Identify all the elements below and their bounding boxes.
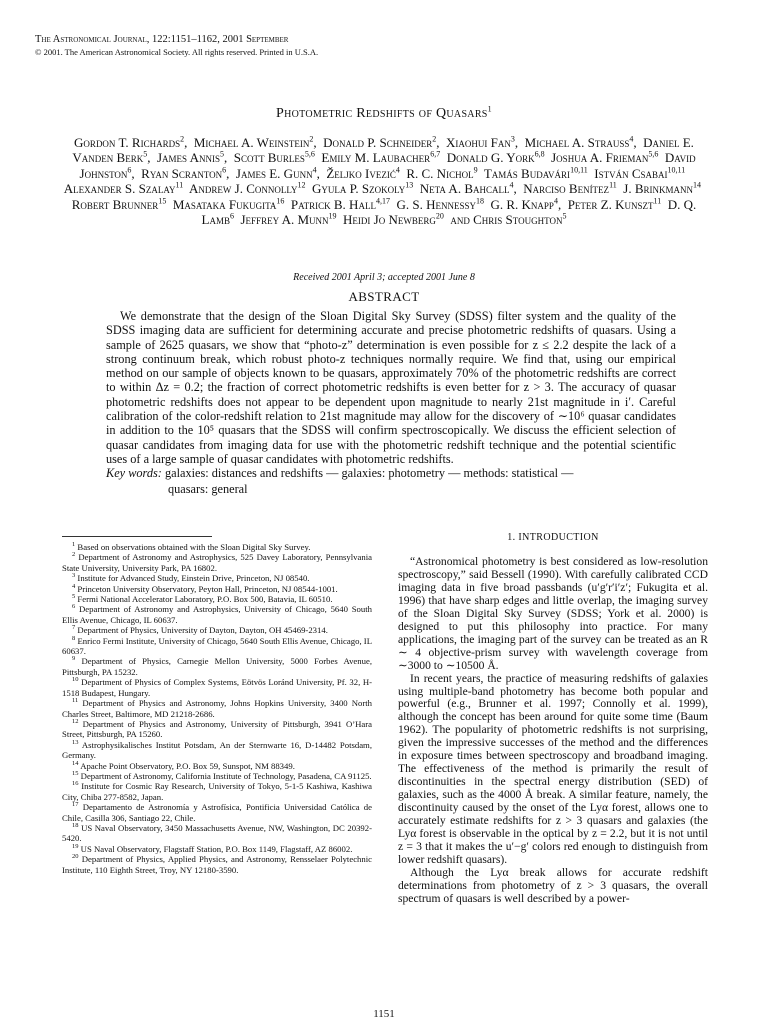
keywords-line-1: galaxies: distances and redshifts — galaxies: photometry — methods: statistical —	[164, 466, 574, 480]
author-name: Emily M. Laubacher	[321, 150, 431, 166]
footnote	[62, 740, 372, 761]
footnote-text: Department of Astronomy, California Institute of Technology, Pasadena, CA 91125.	[80, 770, 372, 781]
footnote	[62, 677, 372, 698]
footnote	[62, 656, 372, 677]
introduction-paragraph: Although the Lyα break allows for accurate redshift determinations from photometry of z > 3 quasars, the overall spectrum of quasars is well described by a power-	[398, 865, 708, 905]
author-name: Joshua A. Frieman	[551, 150, 649, 166]
author	[343, 212, 447, 227]
footnote-number: 4	[72, 582, 76, 590]
author-affiliation-mark: 5,6	[304, 150, 315, 160]
author-separator	[413, 181, 416, 196]
author-affiliation-mark: 4	[395, 165, 400, 175]
author-separator: ,	[147, 150, 154, 166]
author-affiliation-mark: 5	[219, 150, 224, 160]
author-name: Željko Ivezić	[326, 165, 396, 181]
footnote-number: 13	[72, 738, 79, 746]
author-name: David Johnston	[79, 150, 696, 181]
footnote-text: Institute for Cosmic Ray Research, University of Tokyo, 5-1-5 Kashiwa, Kashiwa City, Chiba 277-8582, Japan.	[62, 781, 373, 802]
author-name: Narciso Benítez	[523, 181, 610, 197]
author-name: Heidi Jo Newberg	[343, 212, 436, 228]
footnote	[62, 802, 372, 823]
footnote-text: US Naval Observatory, Flagstaff Station, P.O. Box 1149, Flagstaff, AZ 86002.	[80, 843, 353, 854]
author	[446, 135, 521, 150]
footnote	[62, 781, 372, 802]
author	[396, 197, 487, 212]
footnote	[62, 844, 372, 854]
page-number: 1151	[373, 1008, 395, 1020]
author-affiliation-mark: 5	[143, 150, 148, 160]
author-separator	[701, 181, 704, 196]
footnote	[62, 761, 372, 771]
author	[323, 135, 443, 150]
author-name: Robert Brunner	[71, 196, 159, 212]
author-separator	[685, 166, 688, 181]
author-separator	[390, 197, 393, 212]
author-separator: ,	[514, 135, 522, 150]
footnote	[62, 584, 372, 594]
author-separator	[444, 212, 447, 227]
footnote-number: 16	[72, 780, 79, 788]
footnote-text: Apache Point Observatory, P.O. Box 59, Sunspot, NM 88349.	[80, 760, 295, 771]
author	[241, 212, 340, 227]
journal-header	[35, 34, 555, 58]
footnote-number: 1	[72, 541, 76, 549]
title-footnote-mark: 1	[487, 104, 492, 114]
author-name: Gyula P. Szokoly	[311, 181, 406, 197]
author-affiliation-mark: 5,6	[648, 150, 659, 160]
author-separator	[658, 150, 661, 165]
author-name: D. Q. Lamb	[201, 196, 697, 228]
author-affiliation-mark: 2	[309, 134, 314, 144]
author-affiliation-mark: 4	[553, 196, 558, 206]
author-affiliation-mark: 4	[312, 165, 317, 175]
received-dates: Received 2001 April 3; accepted 2001 June 8	[293, 272, 475, 283]
footnote-text: Astrophysikalisches Institut Potsdam, An der Sternwarte 16, D-14482 Potsdam, Germany.	[62, 739, 372, 761]
author-separator: ,	[184, 135, 191, 150]
footnote-number: 9	[72, 655, 76, 663]
author-affiliation-mark: 3	[510, 134, 515, 144]
author-affiliation-mark: 14	[693, 180, 701, 190]
author-separator	[617, 181, 620, 196]
author-separator	[661, 197, 664, 212]
footnote-number: 3	[72, 572, 76, 580]
author-separator: ,	[226, 165, 233, 181]
author-name: Ryan Scranton	[141, 165, 223, 181]
author-name: Alexander S. Szalay	[63, 181, 176, 197]
footnote-text: Department of Physics and Astronomy, University of Pittsburgh, 3941 O’Hara Street, Pittsburgh, PA 15260.	[62, 718, 372, 740]
author	[74, 135, 191, 150]
footnote-text: Department of Physics, Applied Physics, and Astronomy, Rensselaer Polytechnic Institute, 110 Eighth Street, Troy, NY 12180-3590.	[62, 854, 373, 875]
footnote-number: 6	[72, 603, 76, 611]
footnote-number: 2	[72, 551, 76, 559]
footnote	[62, 594, 372, 604]
author	[234, 150, 318, 165]
author-separator: ,	[513, 181, 520, 197]
author-affiliation-mark: 19	[328, 211, 337, 221]
paper-title-text: Photometric Redshifts of Quasars	[276, 106, 488, 121]
footnote-text: Princeton University Observatory, Peyton Hall, Princeton, NJ 08544-1001.	[77, 583, 338, 594]
author-separator	[440, 150, 443, 165]
footnote-rule	[62, 536, 212, 537]
author-separator: ,	[557, 196, 565, 212]
author-affiliation-mark: 5	[562, 211, 567, 221]
author-separator: ,	[316, 165, 324, 181]
footnote-number: 10	[72, 676, 79, 684]
author-affiliation-mark: 10,11	[570, 165, 588, 175]
author-name: Masataka Fukugita	[172, 196, 277, 212]
author-affiliation-mark: 6,7	[430, 150, 441, 160]
author-separator	[183, 181, 186, 196]
author-name: and Chris Stoughton	[450, 212, 563, 228]
author	[525, 135, 640, 150]
author	[568, 197, 665, 212]
author-name: Neta A. Bahcall	[419, 181, 510, 197]
footnote-text: Departamento de Astronomía y Astrofísica, Pontificia Universidad Católica de Chile, Casilla 306, Santiago 22, Chile.	[62, 802, 372, 823]
author-name: Xiaohui Fan	[446, 135, 511, 150]
author-name: Michael A. Strauss	[524, 135, 630, 150]
footnote-text: Department of Physics, University of Dayton, Dayton, OH 45469-2314.	[77, 625, 328, 636]
footnote	[62, 625, 372, 635]
footnote-text: Department of Physics of Complex Systems, Eötvös Loránd University, Pf. 32, H-1518 Budapest, Hungary.	[62, 677, 372, 698]
footnote-text: Department of Physics, Carnegie Mellon University, 5000 Forbes Avenue, Pittsburgh, PA 15232.	[62, 656, 372, 677]
author	[484, 166, 591, 181]
footnote	[62, 636, 372, 657]
author-name: J. Brinkmann	[623, 181, 693, 197]
author-affiliation-mark: 12	[297, 180, 306, 190]
author-name: Daniel E. Vanden Berk	[72, 135, 694, 166]
author-separator	[337, 212, 340, 227]
copyright-line: © 2001. The American Astronomical Society. All rights reserved. Printed in U.S.A.	[35, 47, 319, 57]
footnote-text: Based on observations obtained with the Sloan Digital Sky Survey.	[77, 542, 311, 552]
keywords-line-2: quasars: general	[168, 481, 248, 496]
author	[551, 150, 661, 165]
author-affiliation-mark: 18	[475, 196, 484, 206]
footnote-number: 7	[72, 624, 76, 632]
author-name: Michael A. Weinstein	[193, 135, 310, 150]
author-separator: ,	[223, 150, 231, 166]
footnote-number: 8	[72, 634, 76, 642]
author-name: Patrick B. Hall	[290, 196, 376, 212]
author	[447, 150, 548, 165]
author-name: Jeffrey A. Munn	[240, 212, 329, 228]
author-separator	[234, 212, 237, 227]
footnote-text: Enrico Fermi Institute, University of Chicago, 5640 South Ellis Avenue, Chicago, IL 60637.	[62, 635, 372, 657]
footnote-number: 19	[72, 842, 79, 850]
footnote	[62, 542, 372, 552]
footnote-number: 5	[72, 593, 76, 601]
author	[141, 166, 233, 181]
keywords-label: Key words:	[106, 466, 162, 480]
author	[312, 181, 417, 196]
footnote-number: 15	[72, 770, 79, 778]
author-separator: ,	[313, 135, 320, 150]
footnote-number: 20	[72, 853, 79, 861]
author	[173, 197, 288, 212]
abstract-heading: ABSTRACT	[348, 289, 420, 304]
author	[594, 166, 688, 181]
author	[72, 197, 170, 212]
author-affiliation-mark: 2	[180, 134, 185, 144]
author-name: James Annis	[156, 150, 220, 166]
footnote	[62, 552, 372, 573]
author	[236, 166, 323, 181]
author-affiliation-mark: 2	[432, 134, 437, 144]
author-affiliation-mark: 11	[175, 180, 184, 190]
footnote-number: 11	[72, 697, 79, 705]
introduction-paragraph: “Astronomical photometry is best considered as low-resolution spectroscopy,” said Bessell (1990). With carefully calibrated CCD imaging data in five broad passbands (u′g′r′i′z′; Fukugita et al. 1996) that have sharp edges and little overlap, the imaging survey of the Sloan Digital Sky Survey (SDSS; York et al. 2000) is designed to put this philosophy into practice. For many applications, the imaging part of the survey can be treated as an R ∼ 4 objective-prism survey with wavelength coverage from ∼3000 to ∼10500 Å.	[398, 555, 708, 672]
author	[194, 135, 320, 150]
author-affiliation-mark: 4	[509, 180, 514, 190]
footnote-text: Fermi National Accelerator Laboratory, P.O. Box 500, Batavia, IL 60510.	[77, 594, 333, 605]
author-separator	[588, 166, 591, 181]
author-affiliation-mark: 11	[653, 196, 662, 206]
author-name: Tamás Budavári	[483, 165, 571, 181]
author-separator	[284, 197, 287, 212]
author-name: G. R. Knapp	[490, 196, 554, 212]
author	[321, 150, 443, 165]
author-separator: ,	[131, 165, 138, 181]
author	[623, 181, 704, 196]
footnote-text: Department of Physics and Astronomy, Johns Hopkins University, 3400 North Charles Street, Baltimore, MD 21218-2686.	[62, 698, 372, 719]
author-affiliation-mark: 9	[473, 165, 478, 175]
author-separator: ,	[633, 135, 640, 150]
author-separator	[400, 166, 403, 181]
paper-title	[0, 106, 768, 122]
author	[450, 212, 566, 227]
footnote-text: Department of Astronomy and Astrophysics, 525 Davey Laboratory, Pennsylvania State University, University Park, PA 16802.	[62, 552, 372, 573]
author-affiliation-mark: 13	[405, 180, 414, 190]
footnote	[62, 698, 372, 719]
footnote-text: Department of Astronomy and Astrophysics, University of Chicago, 5640 South Ellis Avenue, Chicago, IL 60637.	[62, 604, 372, 625]
introduction-heading: 1. INTRODUCTION	[507, 532, 599, 543]
author-affiliation-mark: 6	[222, 165, 227, 175]
author-affiliation-mark: 4	[629, 134, 634, 144]
author-name: G. S. Hennessy	[396, 196, 476, 212]
author-separator	[484, 197, 487, 212]
author-affiliation-mark: 15	[158, 196, 167, 206]
footnote	[62, 854, 372, 875]
footnote	[62, 604, 372, 625]
introduction-paragraph: In recent years, the practice of measuring redshifts of galaxies using multiple-band photometry has become both popular and powerful (e.g., Brunner et al. 1997; Connolly et al. 1999), although the concept has been around for quite some time (Baum 1962). The popularity of photometric redshifts is not surprising, given the impressive successes of the method and the differences in exposure times between spectroscopy and broadband imaging. The effectiveness of the method is primarily the result of discontinuities in the spectral energy distribution (SED) of galaxies, such as the 4000 Å break. A similar feature, namely, the discontinuity caused by the onset of the Lyα forest, allows one to accurately estimate redshifts for z > 3 quasars and galaxies (the Lyα forest is observable in the optical by z = 2.2, but it is not until z = 3 that it makes the u′−g′ colors red enough to distinguish from lower redshift quasars).	[398, 671, 708, 866]
author-separator	[166, 197, 169, 212]
author-name: Peter Z. Kunszt	[567, 196, 654, 212]
author-affiliation-mark: 16	[276, 196, 285, 206]
author	[64, 181, 187, 196]
author-name: R. C. Nichol	[406, 165, 474, 181]
author-affiliation-mark: 6	[127, 165, 132, 175]
author-affiliation-mark: 4,17	[375, 196, 390, 206]
author-name: James E. Gunn	[235, 165, 313, 181]
footnotes	[62, 542, 372, 875]
author	[523, 181, 620, 196]
footnote-number: 18	[72, 822, 79, 830]
author-separator: ,	[436, 135, 443, 150]
journal-citation: The Astronomical Journal, 122:1151–1162, 2001 September	[35, 34, 289, 45]
author-name: Scott Burles	[233, 150, 305, 166]
author	[326, 166, 403, 181]
footnote	[62, 719, 372, 740]
author-affiliation-mark: 11	[609, 180, 617, 190]
author	[189, 181, 309, 196]
author-separator	[545, 150, 548, 165]
author	[420, 181, 520, 196]
author-list	[60, 135, 708, 227]
abstract-body: We demonstrate that the design of the Sloan Digital Sky Survey (SDSS) filter system and the quality of the SDSS imaging data are sufficient for determining accurate and precise photometric redshifts of quasars. Using a sample of 2625 quasars, we show that “photo-z” determination is even possible for z ≤ 2.2 despite the lack of a strong continuum break, which robust photo-z techniques normally require. We find that, using our empirical method on our sample of objects known to be quasars, approximately 70% of the photometric redshifts are correct to within Δz = 0.2; the fraction of correct photometric redshifts is even better for z > 3. The accuracy of quasar photometric redshifts does not appear to be dependent upon magnitude to nearly 21st magnitude in i′. Careful calibration of the color-redshift relation to 21st magnitude may allow for the discovery of ∼10⁶ quasar candidates in addition to the 10⁵ quasars that the SDSS will confirm spectroscopically. We discuss the efficient selection of quasar candidates from imaging data for use with the photometric redshift technique and the potential scientific uses of a large sample of quasar candidates with photometric redshifts.	[106, 309, 676, 466]
footnote-number: 12	[72, 718, 79, 726]
author-name: Gordon T. Richards	[74, 135, 181, 150]
author-name: Donald G. York	[446, 150, 535, 166]
author-affiliation-mark: 10,11	[667, 165, 686, 175]
footnote	[62, 573, 372, 583]
footnote-number: 17	[72, 801, 79, 809]
footnote	[62, 771, 372, 781]
author-separator	[305, 181, 308, 196]
author-affiliation-mark: 6	[230, 211, 234, 221]
author-separator	[478, 166, 481, 181]
author	[291, 197, 393, 212]
author-name: Andrew J. Connolly	[189, 181, 298, 197]
author-name: István Csabai	[594, 165, 668, 181]
author	[157, 150, 231, 165]
author	[490, 197, 564, 212]
keywords	[106, 466, 676, 497]
footnote	[62, 823, 372, 844]
author-affiliation-mark: 20	[435, 211, 444, 221]
author-name: Donald P. Schneider	[323, 135, 433, 150]
footnote-text: Institute for Advanced Study, Einstein Drive, Princeton, NJ 08540.	[77, 573, 310, 584]
footnote-text: US Naval Observatory, 3450 Massachusetts Avenue, NW, Washington, DC 20392-5420.	[62, 822, 373, 844]
footnote-number: 14	[72, 759, 79, 767]
introduction-body	[398, 556, 708, 906]
author	[406, 166, 480, 181]
author-affiliation-mark: 6,8	[534, 150, 545, 160]
author-separator	[315, 150, 318, 165]
